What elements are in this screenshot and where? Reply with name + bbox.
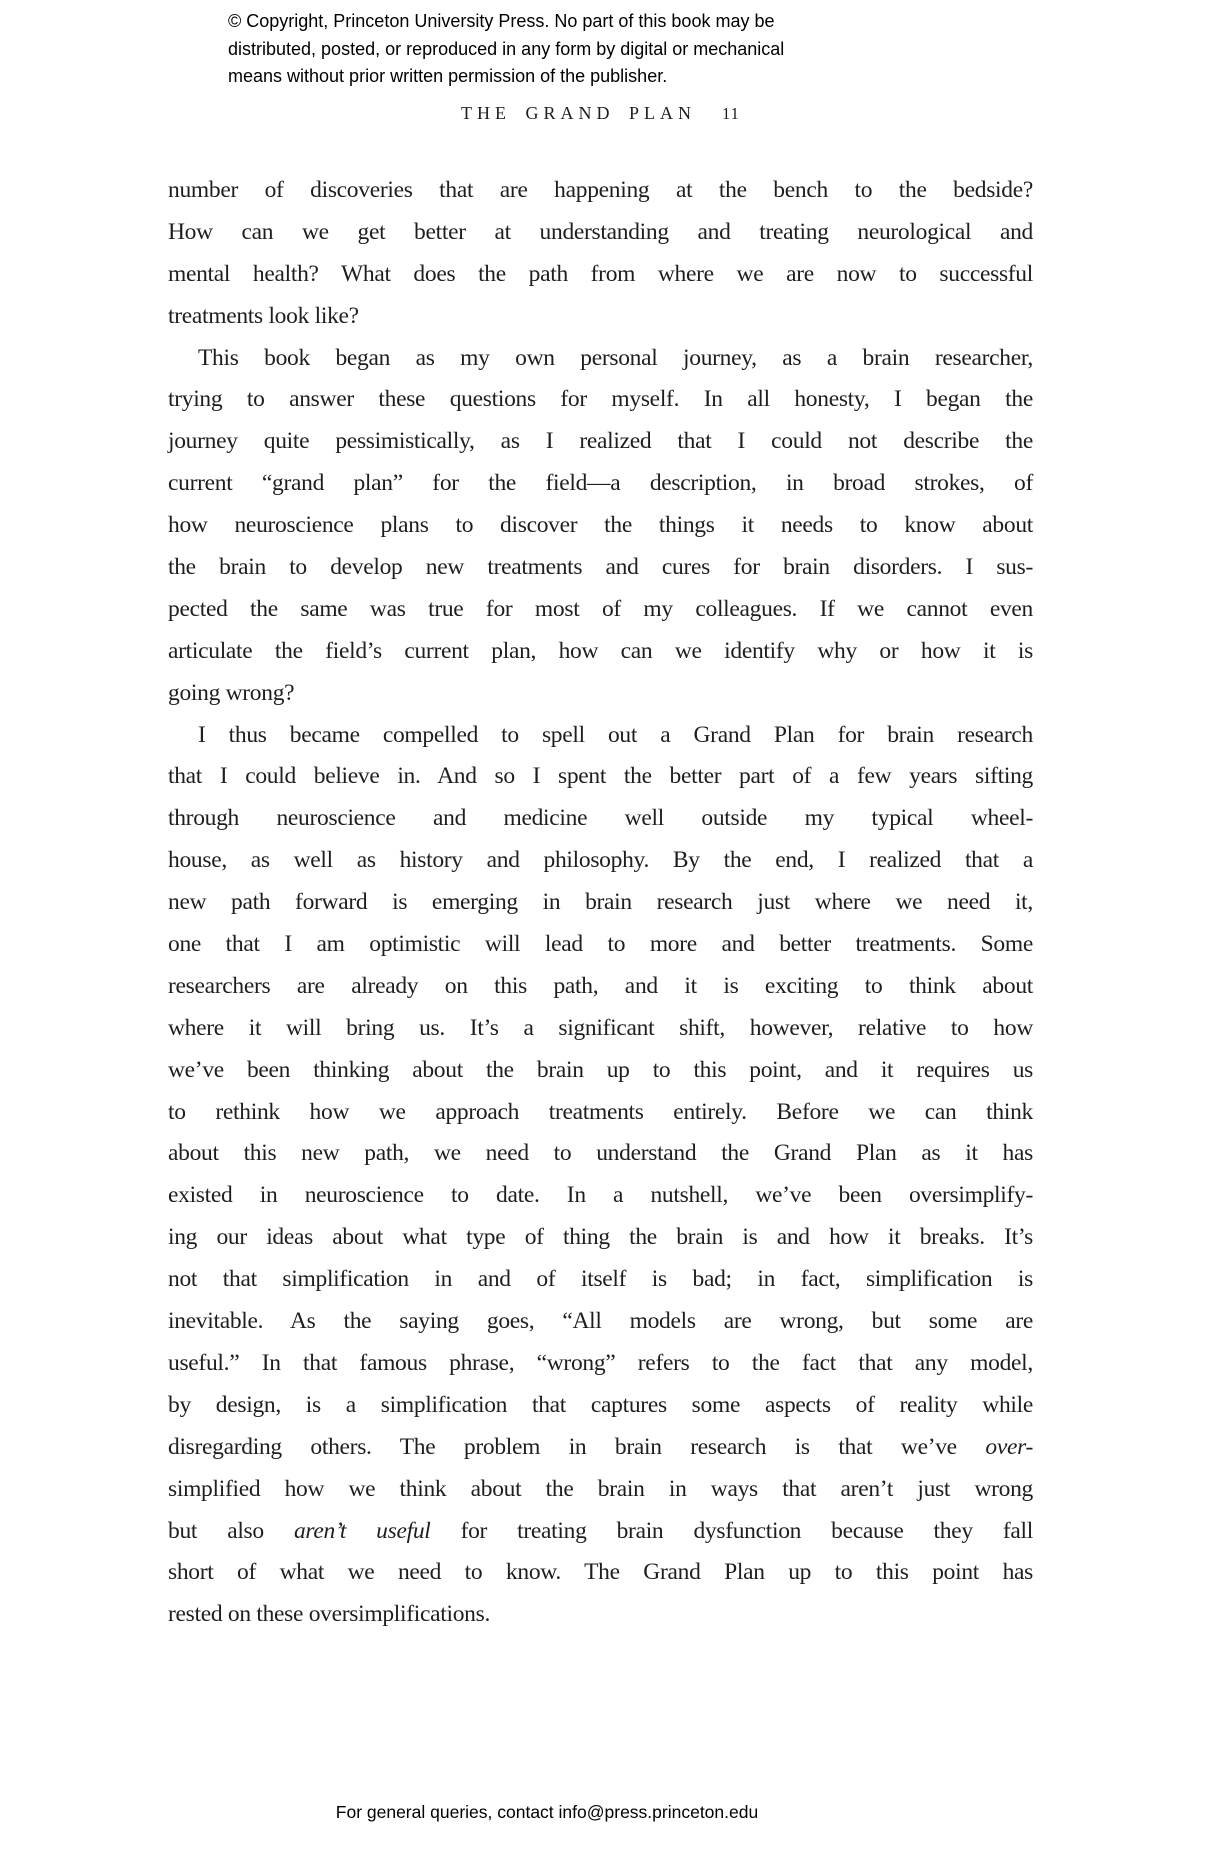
- chapter-title: THE GRAND PLAN: [461, 103, 697, 123]
- body-line: mental health? What does the path from where we are now to successful: [168, 260, 1033, 287]
- body-line: How can we get better at understanding and treating neurological and: [168, 218, 1033, 245]
- body-line: journey quite pessimistically, as I realized that I could not describe the: [168, 428, 1033, 455]
- body-line: simplified how we think about the brain in ways that aren’t just wrong: [168, 1475, 1033, 1502]
- body-line: existed in neuroscience to date. In a nutshell, we’ve been oversimplify-: [168, 1182, 1033, 1209]
- body-line: where it will bring us. It’s a significant shift, however, relative to how: [168, 1014, 1033, 1041]
- body-line: trying to answer these questions for myself. In all honesty, I began the: [168, 386, 1033, 413]
- body-line: This book began as my own personal journey, as a brain researcher,: [198, 344, 1033, 371]
- body-line: treatments look like?: [168, 302, 359, 329]
- body-line: not that simplification in and of itself is bad; in fact, simplification is: [168, 1266, 1033, 1293]
- paragraph: [168, 170, 1033, 338]
- body-line: number of discoveries that are happening at the bench to the bedside?: [168, 177, 1033, 203]
- body-line: disregarding others. The problem in brain research is that we’ve over-: [168, 1433, 1033, 1460]
- body-line: but also aren’t useful for treating brain dysfunction because they fall: [168, 1517, 1033, 1544]
- body-line: by design, is a simplification that captures some aspects of reality while: [168, 1391, 1033, 1418]
- body-line: about this new path, we need to understand the Grand Plan as it has: [168, 1140, 1033, 1167]
- body-line: rested on these oversimplifications.: [168, 1601, 491, 1628]
- paragraph: [168, 715, 1033, 1637]
- body-line: we’ve been thinking about the brain up to this point, and it requires us: [168, 1056, 1033, 1083]
- body-line: through neuroscience and medicine well outside my typical wheel-: [168, 805, 1033, 832]
- body-line: inevitable. As the saying goes, “All models are wrong, but some are: [168, 1308, 1033, 1335]
- body-line: current “grand plan” for the field—a description, in broad strokes, of: [168, 470, 1033, 497]
- body-line: one that I am optimistic will lead to more and better treatments. Some: [168, 931, 1033, 958]
- body-line: researchers are already on this path, and it is exciting to think about: [168, 972, 1033, 999]
- running-header: [168, 103, 1033, 124]
- body-text: [168, 170, 1033, 1636]
- body-line: articulate the field’s current plan, how can we identify why or how it is: [168, 637, 1033, 664]
- copyright-line: means without prior written permission of the publisher.: [228, 66, 668, 86]
- copyright-line: © Copyright, Princeton University Press. No part of this book may be: [228, 11, 775, 31]
- body-line: I thus became compelled to spell out a Grand Plan for brain research: [198, 721, 1033, 748]
- body-line: that I could believe in. And so I spent the better part of a few years sifting: [168, 763, 1033, 790]
- body-line: new path forward is emerging in brain research just where we need it,: [168, 889, 1033, 916]
- footer-queries-text: For general queries, contact info@press.princeton.edu: [335, 1802, 759, 1822]
- body-line: house, as well as history and philosophy. By the end, I realized that a: [168, 847, 1033, 874]
- body-line: short of what we need to know. The Grand Plan up to this point has: [168, 1559, 1033, 1586]
- body-line: ing our ideas about what type of thing the brain is and how it breaks. It’s: [168, 1224, 1033, 1251]
- body-line: the brain to develop new treatments and cures for brain disorders. I sus-: [168, 554, 1033, 581]
- body-line: useful.” In that famous phrase, “wrong” refers to the fact that any model,: [168, 1349, 1033, 1376]
- body-line: going wrong?: [168, 679, 295, 706]
- copyright-line: distributed, posted, or reproduced in any form by digital or mechanical: [228, 38, 785, 59]
- body-line: to rethink how we approach treatments entirely. Before we can think: [168, 1098, 1033, 1125]
- paragraph: [168, 338, 1033, 715]
- page-number: 11: [722, 104, 740, 123]
- body-line: how neuroscience plans to discover the things it needs to know about: [168, 512, 1033, 539]
- copyright-notice: [228, 8, 784, 91]
- body-line: pected the same was true for most of my colleagues. If we cannot even: [168, 595, 1033, 622]
